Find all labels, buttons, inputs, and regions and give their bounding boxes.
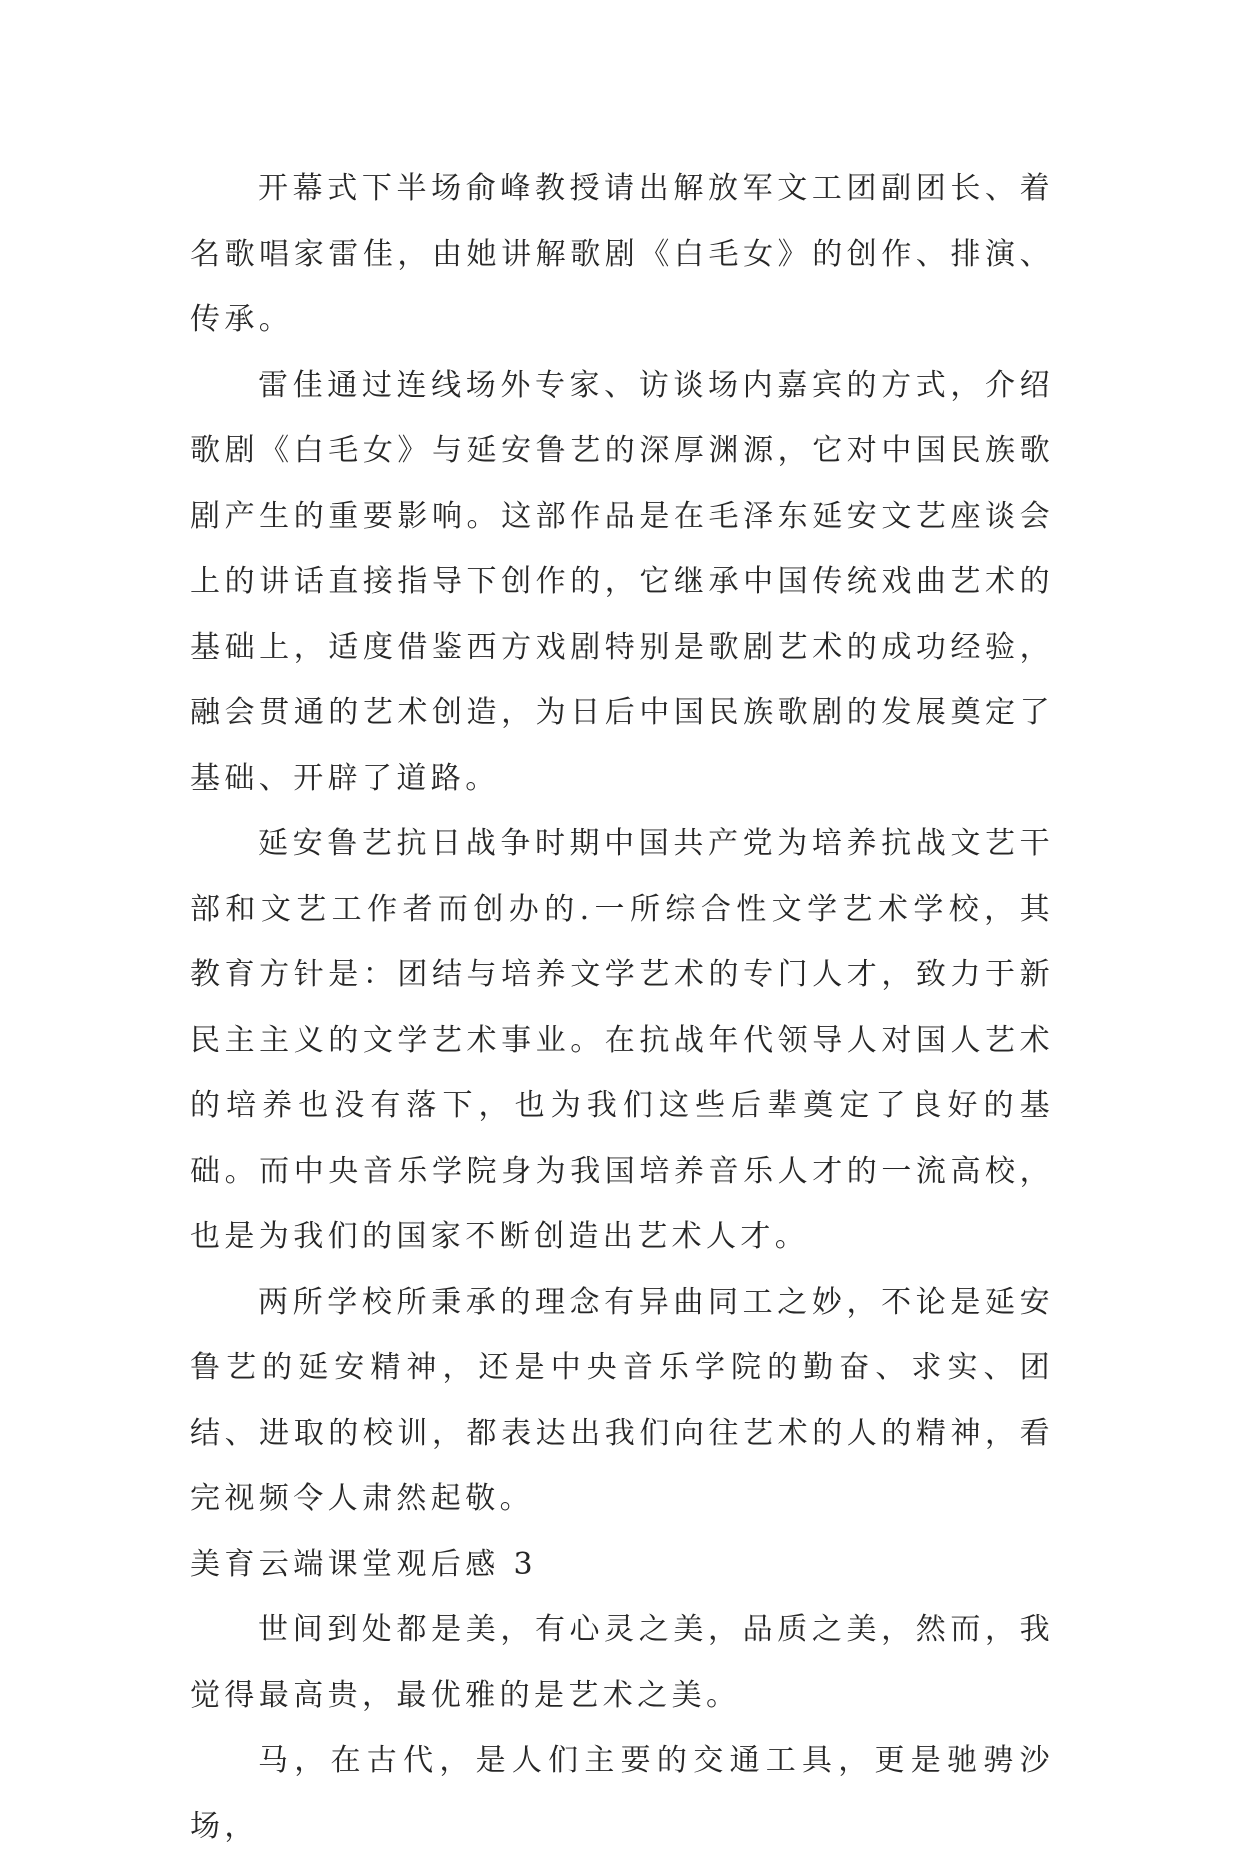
paragraph-yanan-luyi: 延安鲁艺抗日战争时期中国共产党为培养抗战文艺干部和文艺工作者而创办的.一所综合性文学艺术学校，其教育方针是：团结与培养文学艺术的专门人才，致力于新民主主义的文学艺术事业。在抗战年代领导人对国人艺术的培养也没有落下，也为我们这些后辈奠定了良好的基础。而中央音乐学院身为我国培养音乐人才的一流高校，也是为我们的国家不断创造出艺术人才。 <box>190 826 1054 1254</box>
paragraph-beauty-of-art: 世间到处都是美，有心灵之美，品质之美，然而，我觉得最高贵，最优雅的是艺术之美。 <box>190 1612 1054 1713</box>
document-body <box>190 156 1054 1859</box>
paragraph-two-schools: 两所学校所秉承的理念有异曲同工之妙，不论是延安鲁艺的延安精神，还是中央音乐学院的勤奋、求实、团结、进取的校训，都表达出我们向往艺术的人的精神，看完视频令人肃然起敬。 <box>190 1284 1054 1516</box>
paragraph-horse: 马，在古代，是人们主要的交通工具，更是驰骋沙场， <box>190 1743 1054 1844</box>
paragraph-white-haired-girl: 雷佳通过连线场外专家、访谈场内嘉宾的方式，介绍歌剧《白毛女》与延安鲁艺的深厚渊源，它对中国民族歌剧产生的重要影响。这部作品是在毛泽东延安文艺座谈会上的讲话直接指导下创作的，它继承中国传统戏曲艺术的基础上，适度借鉴西方戏剧特别是歌剧艺术的成功经验，融会贯通的艺术创造，为日后中国民族歌剧的发展奠定了基础、开辟了道路。 <box>190 367 1054 796</box>
section-heading: 美育云端课堂观后感 3 <box>190 1546 538 1582</box>
paragraph-opening-ceremony: 开幕式下半场俞峰教授请出解放军文工团副团长、着名歌唱家雷佳，由她讲解歌剧《白毛女》的创作、排演、传承。 <box>190 171 1054 337</box>
